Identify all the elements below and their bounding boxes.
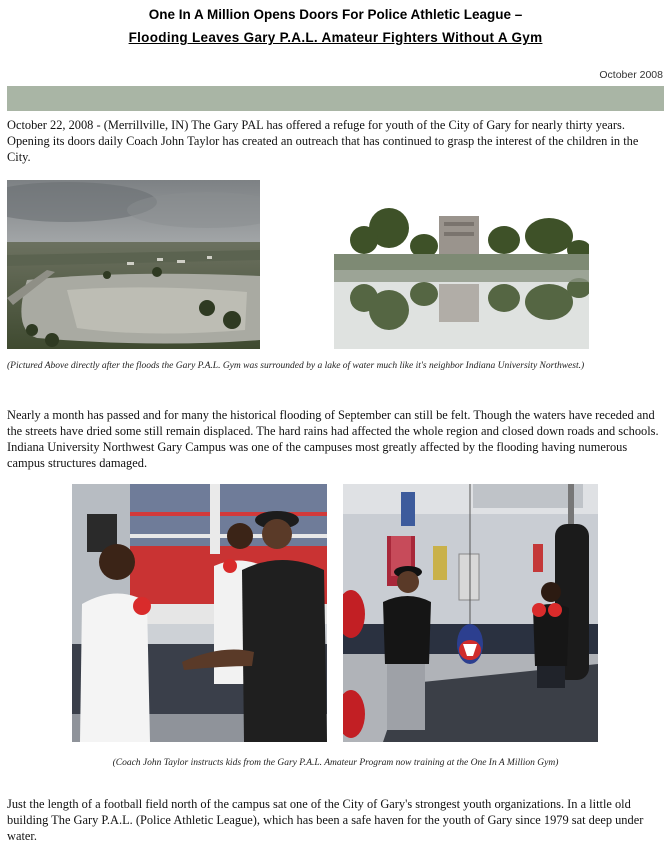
issue-date: October 2008 <box>599 69 663 81</box>
header-divider-band <box>7 86 664 111</box>
article-paragraph-2: Nearly a month has passed and for many the historical flooding of September can still be felt. Though the waters have receded and the streets have dried some still remain displaced. The hard rains had affected the whole region and closed down roads and schools. Indiana University Northwest Gary Campus was one of the campuses most greatly affected by the flooding having numerous campus structures damaged. <box>7 408 659 470</box>
article-paragraph-1: October 22, 2008 - (Merrillville, IN) The Gary PAL has offered a refuge for youth of the City of Gary for nearly thirty years. Opening its doors daily Coach John Taylor has created an outreach that has continued to grasp the interest of the children in the City. <box>7 118 639 164</box>
aerial-flood-photo <box>7 180 260 349</box>
coach-instruction-photo <box>72 484 327 742</box>
article-paragraph-3: Just the length of a football field north of the campus sat one of the City of Gary's strongest youth organizations. In a little old building The Gary P.A.L. (Police Athletic League), which has been a safe haven for the youth of Gary since 1979 sat deep under water. <box>7 797 644 843</box>
gym-interior-photo <box>343 484 598 742</box>
photo-caption-flood: (Pictured Above directly after the floods the Gary P.A.L. Gym was surrounded by a lake of water much like it's neighbor Indiana University Northwest.) <box>7 361 585 371</box>
campus-reflection-photo <box>334 206 589 349</box>
headline-line-2: Flooding Leaves Gary P.A.L. Amateur Fighters Without A Gym <box>128 30 543 45</box>
headline-line-1: One In A Million Opens Doors For Police Athletic League – <box>148 7 523 22</box>
photo-caption-gym: (Coach John Taylor instructs kids from the Gary P.A.L. Amateur Program now training at the One In A Million Gym) <box>112 758 559 768</box>
